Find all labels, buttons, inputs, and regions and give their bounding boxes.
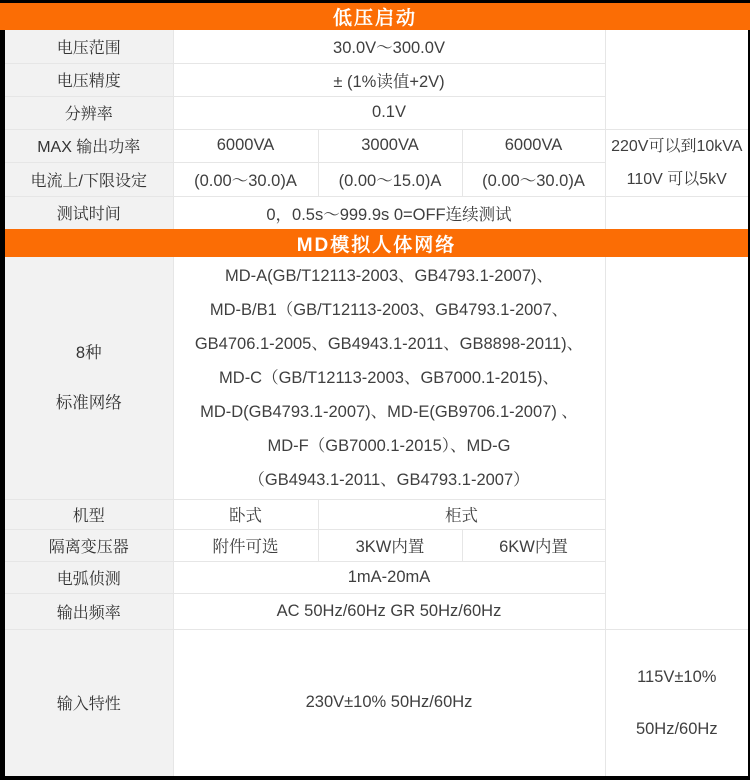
- row-label: 隔离变压器: [5, 529, 173, 561]
- cell-value: (0.00～30.0)A: [462, 163, 605, 197]
- side-note-empty: [605, 257, 748, 629]
- row-label: 分辨率: [5, 96, 173, 129]
- table-row: [5, 196, 748, 229]
- spec-table-low-voltage: [5, 30, 748, 229]
- side-note-line: 115V±10%: [637, 667, 717, 686]
- network-standard-line: GB4706.1-2005、GB4943.1-2011、GB8898-2011)、: [194, 334, 584, 353]
- row-label: 电压范围: [5, 30, 173, 63]
- cell-value: 3KW内置: [318, 529, 462, 561]
- cell-value: (0.00～30.0)A: [173, 163, 318, 197]
- section-header-md-network: [5, 229, 748, 257]
- row-label: 电弧侦测: [5, 561, 173, 593]
- network-standard-line: MD-C（GB/T12113-2003、GB7000.1-2015)、: [219, 368, 559, 387]
- cell-value: 6000VA: [462, 129, 605, 163]
- section-header-low-voltage-start: [0, 3, 750, 30]
- side-note-line: 50Hz/60Hz: [635, 719, 718, 738]
- row-label: 电压精度: [5, 63, 173, 96]
- network-standard-line: MD-D(GB4793.1-2007)、MD-E(GB9706.1-2007) 、: [200, 402, 578, 421]
- row-label: 输出频率: [5, 593, 173, 629]
- table-row: [5, 257, 748, 499]
- row-label: [5, 257, 173, 499]
- row-label-line: 标准网络: [55, 393, 122, 412]
- table-content: [5, 30, 748, 776]
- cell-value: 0，0.5s～999.9s 0=OFF连续测试: [173, 196, 605, 229]
- section-header-text: MD模拟人体网络: [296, 234, 457, 256]
- side-note: [605, 129, 748, 196]
- cell-value: 30.0V～300.0V: [173, 30, 605, 63]
- cell-value: (0.00～15.0)A: [318, 163, 462, 197]
- table-row: [5, 629, 748, 776]
- table-frame: [0, 30, 750, 776]
- cell-value: 1mA-20mA: [173, 561, 605, 593]
- side-note-line: 220V可以到10kVA: [611, 137, 743, 155]
- cell-value: ± (1%读值+2V): [173, 63, 605, 96]
- cell-value: 3000VA: [318, 129, 462, 163]
- network-standard-line: MD-F（GB7000.1-2015）、MD-G: [267, 436, 511, 455]
- side-note-empty: [605, 196, 748, 229]
- cell-value: 柜式: [318, 499, 605, 529]
- table-row: [5, 129, 748, 163]
- row-label: 输入特性: [5, 629, 173, 776]
- side-note-line: 110V 可以5kV: [626, 170, 727, 188]
- row-label: 测试时间: [5, 196, 173, 229]
- network-standard-line: MD-A(GB/T12113-2003、GB4793.1-2007)、: [224, 266, 554, 285]
- row-label: 电流上/下限设定: [5, 163, 173, 197]
- row-label: MAX 输出功率: [5, 129, 173, 163]
- network-standard-line: MD-B/B1（GB/T12113-2003、GB4793.1-2007、: [209, 300, 569, 319]
- network-standard-line: （GB4943.1-2011、GB4793.1-2007）: [248, 470, 530, 489]
- cell-value: 附件可选: [173, 529, 318, 561]
- section-header-text: 低压启动: [332, 8, 417, 29]
- spec-table-md-network: [5, 257, 748, 776]
- cell-value: 6000VA: [173, 129, 318, 163]
- cell-value: 0.1V: [173, 96, 605, 129]
- row-label-line: 8种: [75, 343, 102, 362]
- cell-value: 卧式: [173, 499, 318, 529]
- side-note-empty: [605, 30, 748, 129]
- cell-value: 6KW内置: [462, 529, 605, 561]
- row-label: 机型: [5, 499, 173, 529]
- cell-value: AC 50Hz/60Hz GR 50Hz/60Hz: [173, 593, 605, 629]
- table-row: [5, 30, 748, 63]
- side-note: [605, 629, 748, 776]
- cell-value: 230V±10% 50Hz/60Hz: [173, 629, 605, 776]
- cell-network-standards: [173, 257, 605, 499]
